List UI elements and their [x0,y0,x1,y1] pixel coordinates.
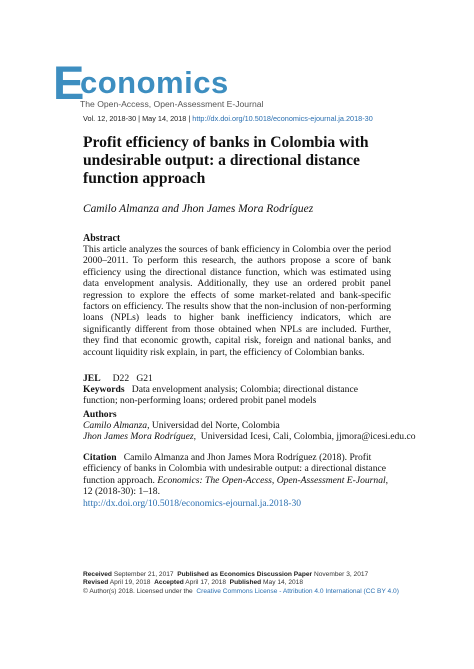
abstract-heading: Abstract [83,233,121,244]
license-line [83,588,399,595]
citation-volume: , 12 (2018-30): 1–18. [83,474,389,498]
author-name: Jhon James Mora Rodríguez [83,431,194,442]
logo-initial: E [53,56,85,109]
citation-link[interactable]: http://dx.doi.org/10.5018/economics-ejournal.ja.2018-30 [83,497,302,509]
received-label: Received [83,571,112,578]
received-date: September 21, 2017 [113,571,174,578]
keywords-values: Data envelopment analysis; Colombia; directional distance function; non-performing loans; ordered probit panel models [83,384,358,407]
license-link[interactable]: Creative Commons License - Attribution 4.0 International (CC BY 4.0) [196,588,399,595]
logo-wordmark: conomics [80,65,229,100]
published-date: May 14, 2018 [263,579,303,586]
abstract-text: This article analyzes the sources of bank efficiency in Colombia over the period 2000–2011. To perform this research, the authors propose a score of bank efficiency using the directional distance function, which was estimated using data envelopment analysis. Additionally, they use an ordered probit panel regression to explore the effects of some market-related and bank-specific factors on efficiency. The results show that the non-inclusion of non-performing loans (NPLs) leads to higher bank inefficiency indicators, which are significantly different from those obtained when NPLs are included. Further, they find that economic growth, capital risk, foreign and national banks, and account liquidity risk explain, in part, the efficiency of Colombian banks. [83,244,391,358]
author-entry [83,431,416,442]
keywords [83,384,391,407]
history-line-2 [83,579,303,586]
revised-label: Revised [83,579,109,586]
journal-logo [53,56,313,111]
issue-meta [83,114,373,123]
citation-journal: Economics: The Open-Access, Open-Assessment E-Journal [157,474,386,486]
keywords-label: Keywords [83,384,125,395]
history-line-1 [83,571,368,578]
accepted-date: April 17, 2018 [185,579,226,586]
citation-label: Citation [83,452,117,463]
jel-codes [83,373,153,384]
doi-link[interactable]: http://dx.doi.org/10.5018/economics-ejournal.ja.2018-30 [192,114,373,123]
journal-tagline: The Open-Access, Open-Assessment E-Journal [80,99,264,109]
citation-text: Camilo Almanza and Jhon James Mora Rodríguez (2018). Profit efficiency of banks in Colombia with undesirable output: a directional distance function approach. [83,452,387,486]
author-name: Camilo Almanza [83,420,148,431]
published-dp-label: Published as Economics Discussion Paper [177,571,313,578]
issue-info: Vol. 12, 2018-30 | May 14, 2018 | [83,114,193,123]
revised-date: April 19, 2018 [109,579,151,586]
author-affiliation: , Universidad Icesi, Cali, Colombia, jjmora@icesi.edu.co [193,431,416,442]
author-affiliation: , Universidad del Norte, Colombia [147,420,280,431]
authors-heading: Authors [83,409,117,420]
paper-title: Profit efficiency of banks in Colombia with undesirable output: a directional distance function approach [83,134,369,187]
accepted-label: Accepted [154,579,184,586]
paper-authors: Camilo Almanza and Jhon James Mora Rodríguez [83,203,314,215]
author-entry [83,420,280,431]
citation [83,452,393,509]
jel-values: D22 G21 [112,373,153,384]
license-prefix: © Author(s) 2018. Licensed under the [83,588,193,595]
jel-label: JEL [83,373,101,384]
published-label: Published [229,579,262,586]
published-dp-date: November 3, 2017 [313,571,369,578]
